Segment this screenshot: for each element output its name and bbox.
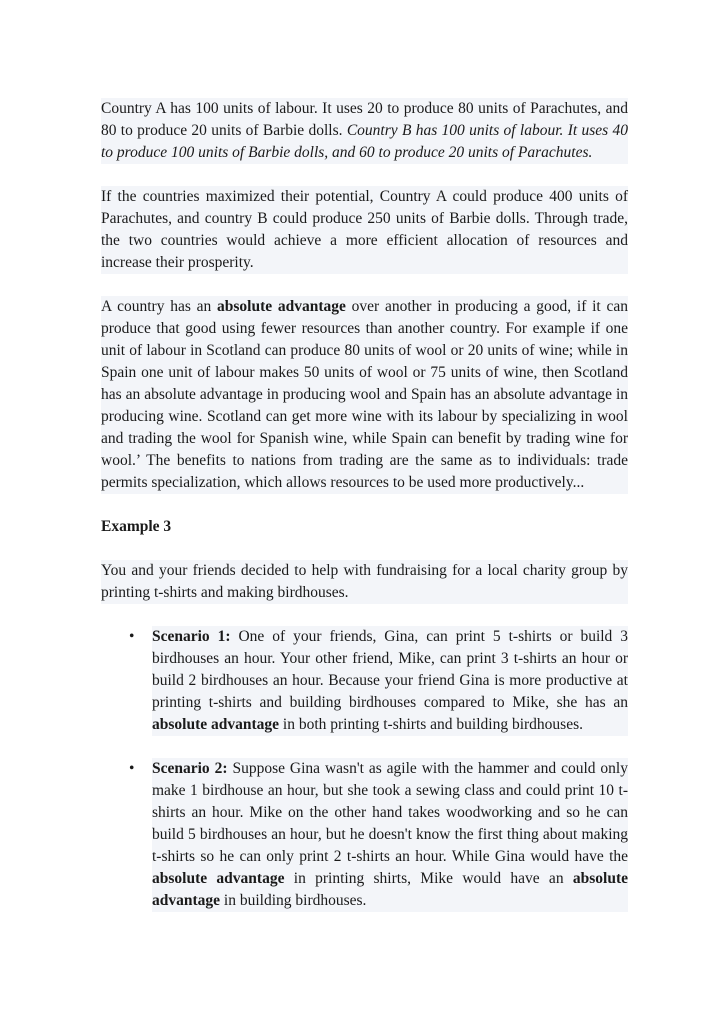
text-span: A country has an bbox=[101, 298, 217, 315]
scenario-2-text bbox=[152, 758, 628, 912]
bold-term: absolute advantage bbox=[152, 870, 285, 887]
paragraph-absolute-advantage bbox=[101, 296, 628, 494]
text-span: in printing shirts, Mike would have an bbox=[284, 870, 573, 887]
text-span: over another in producing a good, if it can produce that good using fewer resources than another country. For example if one unit of labour in Scotland can produce 80 units of wool or 20 units of wine; while in Spain one unit of labour makes 50 units of wool or 75 units of wine, then Scotland has an absolute advantage in producing wool and Spain has an absolute advantage in producing wine. Scotland can get more wine with its labour by specializing in wool and trading the wool for Spanish wine, while Spain can benefit by trading wine for wool.’ The benefits to nations from trading are the same as to individuals: trade permits specialization, which allows resources to be used more productively... bbox=[101, 298, 628, 491]
bullet-icon: • bbox=[129, 760, 135, 777]
list-item-scenario-2 bbox=[101, 758, 628, 912]
scenario-list bbox=[101, 626, 628, 912]
paragraph-potential: If the countries maximized their potential, Country A could produce 400 units of Parachutes, and country B could produce 250 units of Barbie dolls. Through trade, the two countries would achieve a more efficient allocation of resources and increase their prosperity. bbox=[101, 186, 628, 274]
bold-term: absolute advantage bbox=[152, 716, 280, 733]
document-body bbox=[101, 98, 628, 912]
paragraph-intro: You and your friends decided to help with fundraising for a local charity group by printing t-shirts and making birdhouses. bbox=[101, 560, 628, 604]
paragraph-country-b-text: Country B has 100 units of labour. It uses 40 to produce 100 units of Barbie dolls, and 60 to produce 20 units of Parachutes. bbox=[101, 122, 628, 161]
bold-term: absolute advantage bbox=[152, 870, 628, 909]
scenario-1-text bbox=[152, 626, 628, 736]
paragraph-countries bbox=[101, 98, 628, 164]
text-span: in building birdhouses. bbox=[220, 892, 367, 909]
text-span: One of your friends, Gina, can print 5 t-shirts or build 3 birdhouses an hour. Your other friend, Mike, can print 3 t-shirts an hour or build 2 birdhouses an hour. Because your friend Gina is more productive at printing t-shirts and building birdhouses compared to Mike, she has an bbox=[152, 628, 628, 711]
bold-term: absolute advantage bbox=[217, 298, 346, 315]
text-span: Suppose Gina wasn't as agile with the hammer and could only make 1 birdhouse an hour, but she took a sewing class and could print 10 t-shirts an hour. Mike on the other hand takes woodworking and so he can build 5 birdhouses an hour, but he doesn't know the first thing about making t-shirts so he can only print 2 t-shirts an hour. While Gina would have the bbox=[152, 760, 628, 865]
list-spacer bbox=[101, 736, 628, 758]
bullet-icon: • bbox=[129, 628, 135, 645]
scenario-2-label: Scenario 2: bbox=[152, 760, 228, 777]
section-heading: Example 3 bbox=[101, 518, 172, 535]
text-span: in both printing t-shirts and building birdhouses. bbox=[279, 716, 583, 733]
scenario-1-label: Scenario 1: bbox=[152, 628, 231, 645]
list-item-scenario-1 bbox=[101, 626, 628, 736]
paragraph-country-a-text: Country A has 100 units of labour. It uses 20 to produce 80 units of Parachutes, and 80 to produce 20 units of Barbie dolls. bbox=[101, 100, 628, 139]
